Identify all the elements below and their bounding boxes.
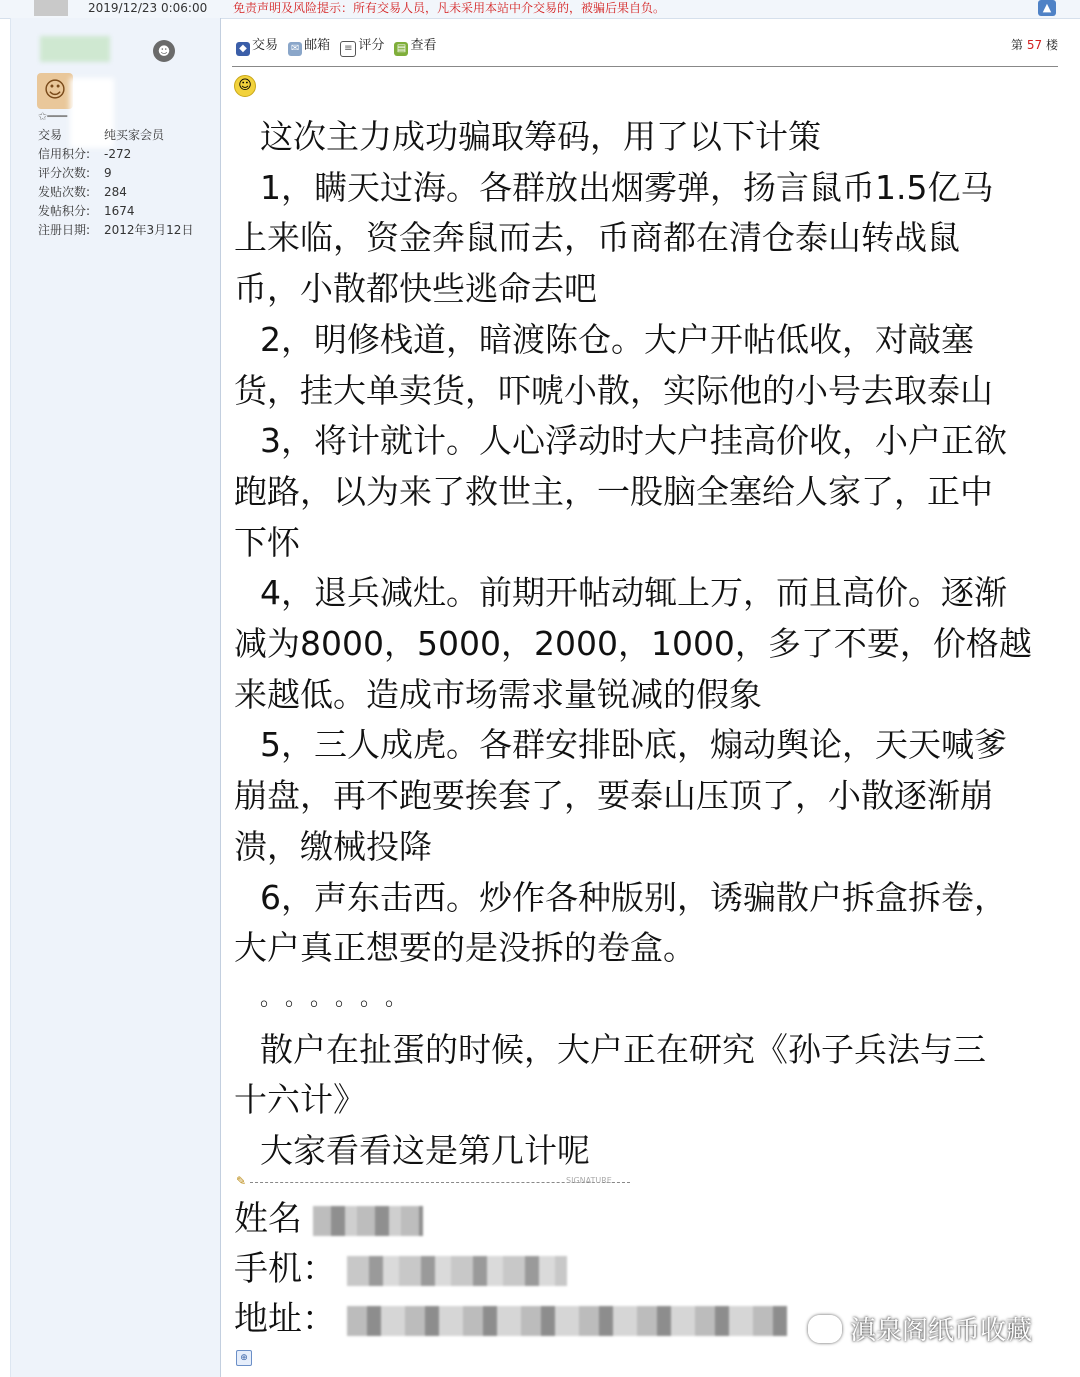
- rate-button[interactable]: [340, 34, 384, 57]
- pencil-icon: ✎: [236, 1174, 247, 1188]
- post-line: 3，将计就计。人心浮动时大户挂高价收，小户正欲: [260, 421, 1007, 461]
- watermark-text: 滇泉阁纸币收藏: [850, 1316, 1033, 1346]
- mailbox-button[interactable]: [288, 34, 330, 56]
- signature: [234, 1194, 787, 1344]
- stat-label: 发帖积分:: [38, 204, 91, 218]
- avatar[interactable]: ☺: [37, 73, 73, 109]
- signature-name-row: [234, 1194, 787, 1244]
- post-datetime: 2019/12/23 0:06:00: [88, 1, 208, 15]
- post-line: 十六计》: [234, 1080, 366, 1120]
- user-panel: [10, 18, 221, 1377]
- post-line: 。。。。。。: [260, 985, 422, 1011]
- stat-label: 注册日期:: [38, 223, 91, 237]
- stat-label: 信用积分:: [38, 147, 91, 161]
- stat-row: [38, 183, 193, 202]
- post-line: 减为8000，5000，2000，1000，多了不要，价格越: [234, 624, 1032, 664]
- post-line: 崩盘，再不跑要挨套了，要泰山压顶了，小散逐渐崩: [234, 776, 993, 816]
- stat-value: -272: [104, 147, 132, 161]
- post-line: 跑路，以为来了救世主，一股脑全塞给人家了，正中: [234, 471, 993, 511]
- divider: [232, 66, 1058, 67]
- rate-label: 评分: [358, 38, 385, 53]
- post-line: 来越低。造成市场需求量锐减的假象: [234, 674, 762, 714]
- floor-count: 57: [1026, 38, 1043, 52]
- trade-label: 交易: [252, 38, 279, 53]
- view-label: 查看: [410, 38, 437, 53]
- user-stats: [38, 126, 193, 240]
- post-line: 5，三人成虎。各群安排卧底，煽动舆论，天天喊爹: [260, 725, 1007, 765]
- view-icon: ▤: [394, 42, 408, 56]
- watermark: [808, 1310, 1032, 1347]
- stat-value: 9: [104, 166, 112, 180]
- redacted-username: [40, 36, 110, 62]
- view-button[interactable]: [394, 34, 436, 56]
- stat-label: 发贴次数:: [38, 185, 91, 199]
- stat-label: 评分次数:: [38, 166, 91, 180]
- post-line: 大户真正想要的是没拆的卷盒。: [234, 928, 696, 968]
- shield-icon: ◆: [236, 42, 250, 56]
- post-line: 大家看看这是第几计呢: [260, 1131, 590, 1171]
- post-line: 货，挂大单卖货，吓唬小散，实际他的小号去取泰山: [234, 370, 993, 410]
- stat-value: 284: [104, 185, 127, 199]
- smile-emoji-icon: ☺: [234, 75, 256, 97]
- post-body: [234, 112, 1064, 1177]
- post-line: 溃，缴械投降: [234, 826, 432, 866]
- phone-label: 手机：: [234, 1249, 336, 1289]
- top-bar: [0, 0, 1080, 19]
- zoom-icon[interactable]: ⊕: [236, 1350, 252, 1366]
- post-line: 2，明修栈道，暗渡陈仓。大户开帖低收，对敲塞: [260, 319, 974, 359]
- name-label: 姓名: [234, 1199, 302, 1239]
- redacted-block: [34, 0, 68, 16]
- post-line: 4，退兵减灶。前期开帖动辄上万，而且高价。逐渐: [260, 573, 1007, 613]
- signature-tag: SIGNATURE: [566, 1176, 612, 1185]
- post-line: 上来临，资金奔鼠而去，币商都在清仓泰山转战鼠: [234, 218, 960, 258]
- post-line: 1，瞒天过海。各群放出烟雾弹，扬言鼠币1.5亿马: [260, 167, 994, 207]
- post-line: 这次主力成功骗取筹码，用了以下计策: [260, 117, 821, 156]
- stat-row: [38, 126, 193, 145]
- wechat-icon: [808, 1315, 842, 1343]
- stat-value: 2012年3月12日: [104, 223, 194, 237]
- redacted-phone: [347, 1256, 567, 1286]
- redacted-address: [347, 1306, 787, 1336]
- stat-row: [38, 202, 193, 221]
- floor-prefix: 第: [1011, 38, 1024, 52]
- floor-suffix: 楼: [1045, 38, 1058, 52]
- stat-row: [38, 145, 193, 164]
- online-status-icon: ☻: [153, 40, 175, 62]
- rank-stars-icon: ✩━━━: [38, 110, 68, 123]
- signature-address-row: [234, 1294, 787, 1344]
- back-to-top-icon[interactable]: ▲: [1038, 0, 1056, 16]
- post-line: 下怀: [234, 522, 300, 562]
- redacted-name: [313, 1206, 423, 1236]
- address-label: 地址：: [234, 1299, 336, 1339]
- stat-row: [38, 164, 193, 183]
- stat-value: 纯买家会员: [104, 128, 165, 142]
- user-mail-icon: ✉: [288, 42, 302, 56]
- post-line: 6，声东击西。炒作各种版别，诱骗散户拆盒拆卷，: [260, 877, 1007, 917]
- mailbox-label: 邮箱: [304, 38, 331, 53]
- document-icon: ≡: [340, 41, 356, 57]
- post-line: 币，小散都快些逃命去吧: [234, 269, 597, 309]
- post-toolbar: [236, 34, 442, 57]
- stat-label: 交易: [38, 128, 63, 142]
- disclaimer-text: 免责声明及风险提示：所有交易人员，凡未采用本站中介交易的，被骗后果自负。: [233, 1, 666, 15]
- post-line: 散户在扯蛋的时候，大户正在研究《孙子兵法与三: [260, 1029, 986, 1069]
- stat-value: 1674: [104, 204, 135, 218]
- signature-phone-row: [234, 1244, 787, 1294]
- trade-button[interactable]: [236, 34, 278, 56]
- floor-number: [1011, 36, 1058, 53]
- stat-row: [38, 221, 193, 240]
